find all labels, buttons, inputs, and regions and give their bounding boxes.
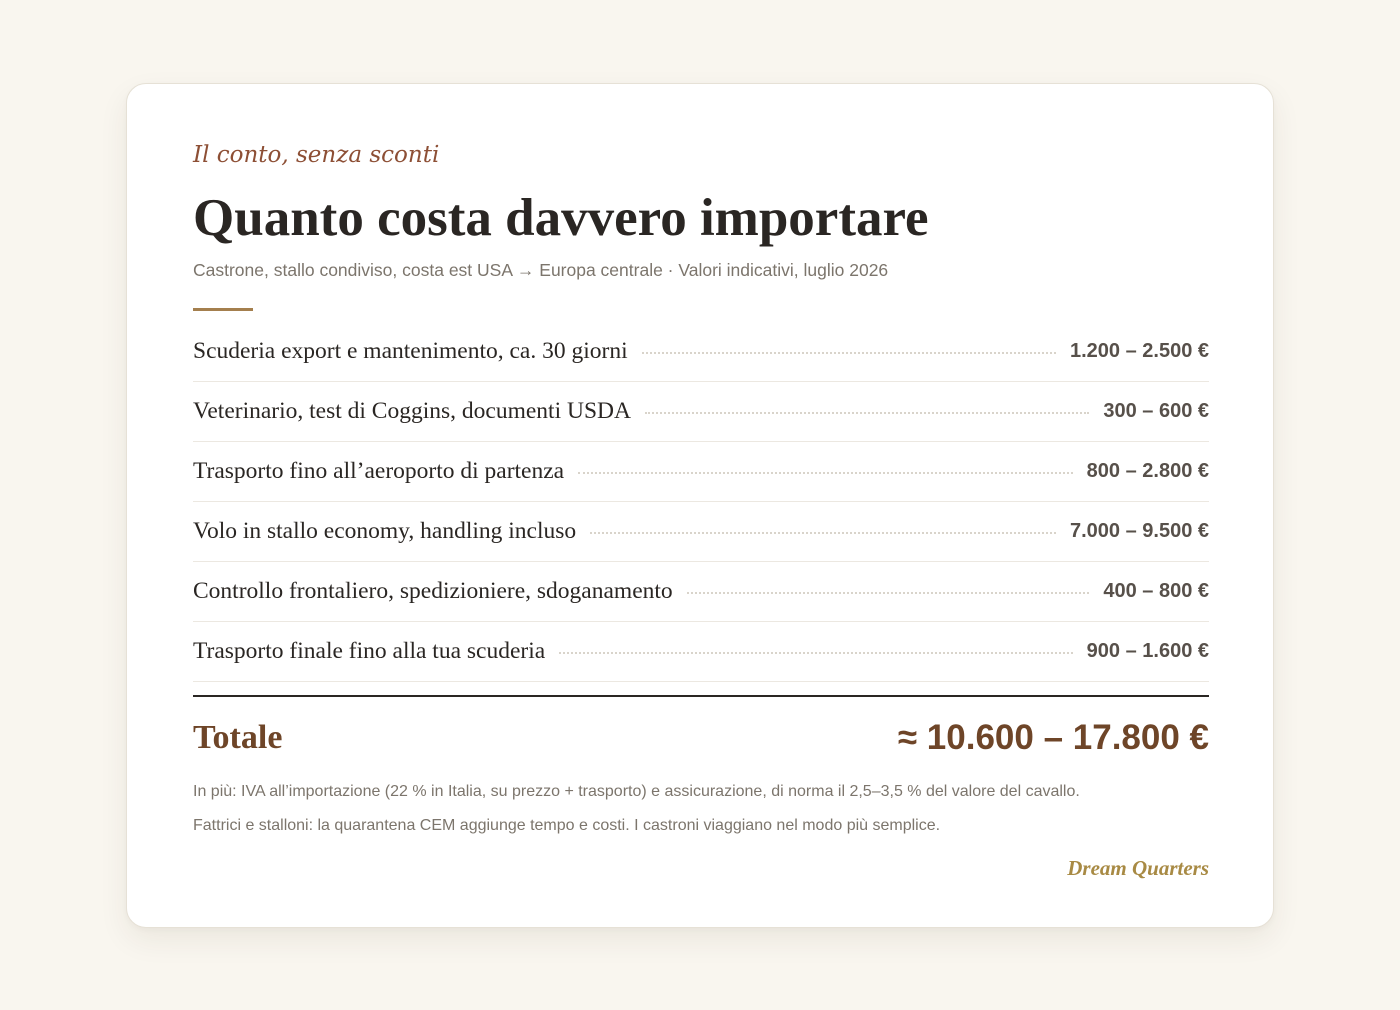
cost-row [193, 622, 1209, 682]
cost-value: 400 – 800 € [1103, 580, 1209, 602]
dotted-leader [645, 412, 1089, 414]
cost-row [193, 382, 1209, 442]
cost-value: 1.200 – 2.500 € [1069, 340, 1209, 362]
cost-row [193, 562, 1209, 622]
cost-value: 300 – 600 € [1103, 400, 1209, 422]
page-title: Quanto costa davvero importare [193, 189, 929, 247]
kicker: Il conto, senza sconti [193, 142, 440, 168]
cost-row [193, 502, 1209, 562]
subtitle: Castrone, stallo condiviso, costa est USA → Europa centrale · Valori indicativi, luglio 2026 [193, 260, 889, 280]
cost-row [193, 322, 1209, 382]
dotted-leader [559, 652, 1072, 654]
cost-value: 900 – 1.600 € [1086, 640, 1209, 662]
cost-label: Scuderia export e mantenimento, ca. 30 giorni [193, 338, 628, 364]
dotted-leader [590, 532, 1056, 534]
footnote: In più: IVA all’importazione (22 % in Italia, su prezzo + trasporto) e assicurazione, di norma il 2,5–3,5 % del valore del cavallo. [193, 783, 1080, 800]
cost-label: Controllo frontaliero, spedizioniere, sdoganamento [193, 578, 673, 604]
cost-label: Volo in stallo economy, handling incluso [193, 518, 577, 544]
cost-list [193, 322, 1209, 682]
cost-row [193, 442, 1209, 502]
cost-label: Trasporto fino all’aeroporto di partenza [193, 458, 565, 484]
cost-value: 800 – 2.800 € [1086, 460, 1209, 482]
total-divider [193, 695, 1209, 697]
dotted-leader [642, 352, 1056, 354]
cost-value: 7.000 – 9.500 € [1069, 520, 1209, 542]
total-value: ≈ 10.600 – 17.800 € [897, 718, 1209, 757]
brand-signature: Dream Quarters [1067, 856, 1209, 880]
footnote: Fattrici e stalloni: la quarantena CEM aggiunge tempo e costi. I castroni viaggiano nel modo più semplice. [193, 817, 941, 834]
dotted-leader [578, 472, 1073, 474]
cost-label: Trasporto finale fino alla tua scuderia [193, 638, 546, 664]
dotted-leader [687, 592, 1090, 594]
accent-rule [193, 308, 253, 311]
total-label: Totale [193, 719, 283, 756]
cost-label: Veterinario, test di Coggins, documenti USDA [193, 398, 631, 424]
cost-card [126, 83, 1274, 928]
